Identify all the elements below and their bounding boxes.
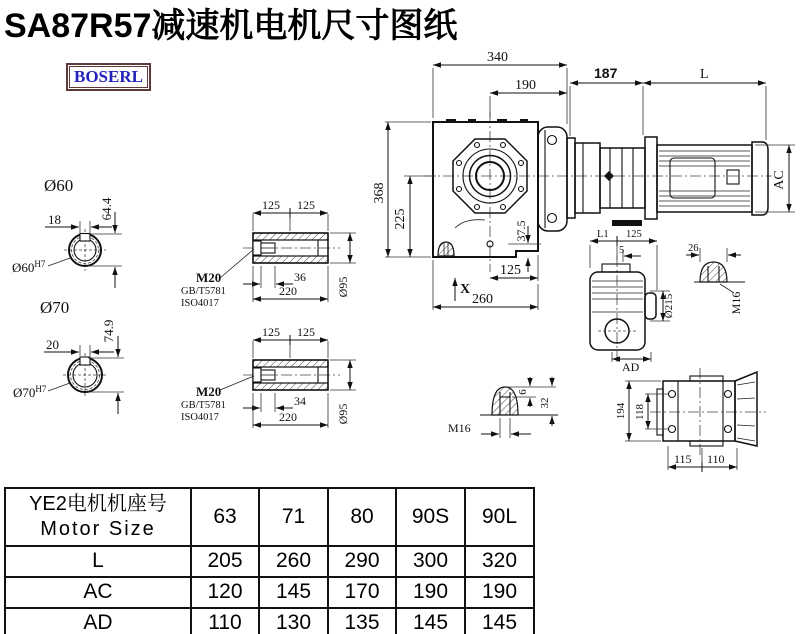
- row-label-AC: AC: [5, 577, 191, 608]
- dim-key-width-60: 18: [48, 212, 61, 227]
- table-header-row: [5, 488, 534, 546]
- label-dia70: Ø70: [40, 298, 70, 317]
- label-x: X: [460, 282, 471, 297]
- dim-L1: L1: [597, 229, 609, 240]
- hollow-shaft-detail-1: [181, 198, 356, 309]
- row-label-L: L: [5, 546, 191, 577]
- dim-110: 110: [707, 452, 725, 466]
- dim-125-a: 125: [262, 198, 280, 212]
- shaft-section-60: [12, 176, 122, 288]
- dim-187: 187: [594, 65, 618, 81]
- dim-dia215: Ø215: [663, 293, 675, 319]
- dim-644: 64.4: [99, 197, 114, 221]
- gearbox-top-view: [615, 368, 766, 472]
- dim-34: 34: [294, 394, 306, 408]
- dim-6: 6: [517, 389, 529, 395]
- table-row-AC: AC 120 145 170 190 190: [5, 577, 534, 608]
- table-row-AD: AD 110 130 135 145 145: [5, 608, 534, 634]
- dim-220-1: 220: [279, 284, 297, 298]
- dim-125-d: 125: [297, 325, 315, 339]
- motor-side-view: [570, 65, 795, 219]
- dim-749: 74.9: [101, 319, 116, 343]
- row-label-AD: AD: [5, 608, 191, 634]
- col-80: 80: [328, 488, 396, 546]
- dim-key-width-70: 20: [46, 337, 59, 352]
- label-iso-1: ISO4017: [181, 298, 219, 309]
- dim-L: L: [700, 67, 709, 82]
- label-m20-2: M20: [196, 384, 222, 399]
- col-90L: 90L: [465, 488, 534, 546]
- gearbox-side-view: [590, 229, 675, 374]
- dim-dia95-2: Ø95: [336, 403, 350, 425]
- dim-125-c: 125: [262, 325, 280, 339]
- label-dia60: Ø60: [44, 176, 74, 195]
- dim-AC: AC: [772, 170, 787, 190]
- col-90S: 90S: [396, 488, 465, 546]
- dim-115: 115: [674, 452, 692, 466]
- keyway-detail-bottom: [448, 377, 558, 438]
- label-m16-right: M16: [729, 291, 743, 315]
- motor-size-table: [4, 487, 535, 634]
- dim-220-2: 220: [279, 410, 297, 424]
- dim-194: 194: [615, 402, 627, 420]
- dim-260: 260: [472, 292, 493, 307]
- label-gb-1: GB/T5781: [181, 286, 226, 297]
- table-row-L: L 205 260 290 300 320: [5, 546, 534, 577]
- dim-375: 37.5: [514, 220, 528, 242]
- dim-AD: AD: [622, 360, 640, 374]
- dim-36: 36: [294, 270, 306, 284]
- dim-5: 5: [619, 245, 625, 256]
- dim-190: 190: [515, 78, 536, 93]
- page-title: SA87R57减速机电机尺寸图纸: [4, 7, 458, 45]
- gearbox-front-view: [372, 50, 567, 310]
- label-bore-70: $Ø70^{H7}$: [13, 384, 47, 400]
- dim-26: 26: [688, 243, 699, 254]
- dim-368: 368: [372, 182, 387, 204]
- label-bore-60: $Ø60^{H7}$: [12, 259, 46, 275]
- label-gb-2: GB/T5781: [181, 400, 226, 411]
- col-63: 63: [191, 488, 259, 546]
- hollow-shaft-detail-2: [181, 325, 356, 428]
- dim-118: 118: [634, 403, 646, 421]
- dim-125-main: 125: [500, 263, 521, 278]
- header-motor-size: YE2电机机座号 Motor Size: [5, 488, 191, 546]
- label-iso-2: ISO4017: [181, 412, 219, 423]
- label-m16-bottom: M16: [448, 421, 471, 435]
- brand-logo: BOSERL: [66, 63, 151, 91]
- dim-225: 225: [393, 208, 408, 230]
- label-m20-1: M20: [196, 270, 222, 285]
- dim-125-b: 125: [297, 198, 315, 212]
- col-71: 71: [259, 488, 328, 546]
- dim-340: 340: [487, 50, 508, 65]
- keyway-detail-right: [686, 243, 745, 314]
- shaft-section-70: [13, 298, 124, 414]
- coupling-stage: [567, 138, 645, 226]
- dim-125-side: 125: [626, 229, 642, 240]
- dim-dia95-1: Ø95: [336, 276, 350, 298]
- dim-32: 32: [539, 397, 551, 409]
